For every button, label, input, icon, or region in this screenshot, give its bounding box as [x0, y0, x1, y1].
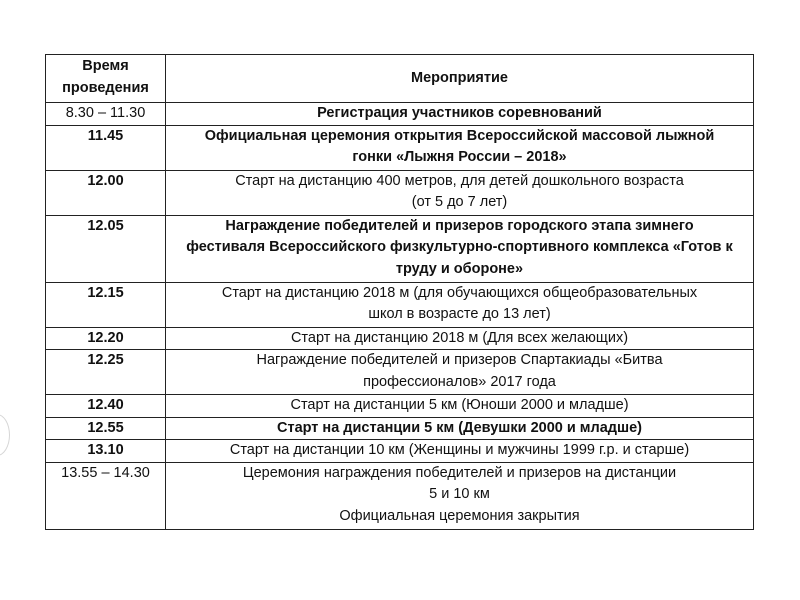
row-event: Старт на дистанцию 400 метров, для детей дошкольного возраста (от 5 до 7 лет) — [166, 170, 754, 215]
row-time: 8.30 – 11.30 — [46, 103, 166, 126]
header-event: Мероприятие — [166, 55, 754, 103]
table-row — [46, 462, 754, 529]
row-time: 12.20 — [46, 327, 166, 350]
table-row — [46, 350, 754, 395]
table-row — [46, 125, 754, 170]
row-time: 12.40 — [46, 395, 166, 418]
row-time: 12.15 — [46, 282, 166, 327]
row-event: Награждение победителей и призеров городского этапа зимнего фестиваля Всероссийского физкультурно-спортивного комплекса «Готов к труду и обороне» — [166, 215, 754, 282]
row-time: 12.25 — [46, 350, 166, 395]
table-row — [46, 417, 754, 440]
row-event: Старт на дистанции 5 км (Девушки 2000 и младше) — [166, 417, 754, 440]
row-event: Награждение победителей и призеров Спартакиады «Битва профессионалов» 2017 года — [166, 350, 754, 395]
table-row — [46, 103, 754, 126]
row-event: Старт на дистанции 5 км (Юноши 2000 и младше) — [166, 395, 754, 418]
row-time: 12.05 — [46, 215, 166, 282]
table-row — [46, 395, 754, 418]
row-time: 12.00 — [46, 170, 166, 215]
row-event: Церемония награждения победителей и призеров на дистанции 5 и 10 км Официальная церемония закрытия — [166, 462, 754, 529]
table-row — [46, 282, 754, 327]
table-header-row — [46, 55, 754, 103]
row-event: Старт на дистанцию 2018 м (для обучающихся общеобразовательных школ в возрасте до 13 лет) — [166, 282, 754, 327]
row-time: 13.10 — [46, 440, 166, 463]
row-time: 12.55 — [46, 417, 166, 440]
row-event: Официальная церемония открытия Всероссийской массовой лыжной гонки «Лыжня России – 2018» — [166, 125, 754, 170]
table-row — [46, 440, 754, 463]
edge-scroll-handle — [0, 414, 10, 456]
row-event: Старт на дистанцию 2018 м (Для всех желающих) — [166, 327, 754, 350]
table-row — [46, 327, 754, 350]
table-row — [46, 215, 754, 282]
row-event: Регистрация участников соревнований — [166, 103, 754, 126]
table-row — [46, 170, 754, 215]
row-time: 11.45 — [46, 125, 166, 170]
row-time: 13.55 – 14.30 — [46, 462, 166, 529]
header-time: Время проведения — [46, 55, 166, 103]
schedule-table — [45, 54, 754, 530]
row-event: Старт на дистанции 10 км (Женщины и мужчины 1999 г.р. и старше) — [166, 440, 754, 463]
